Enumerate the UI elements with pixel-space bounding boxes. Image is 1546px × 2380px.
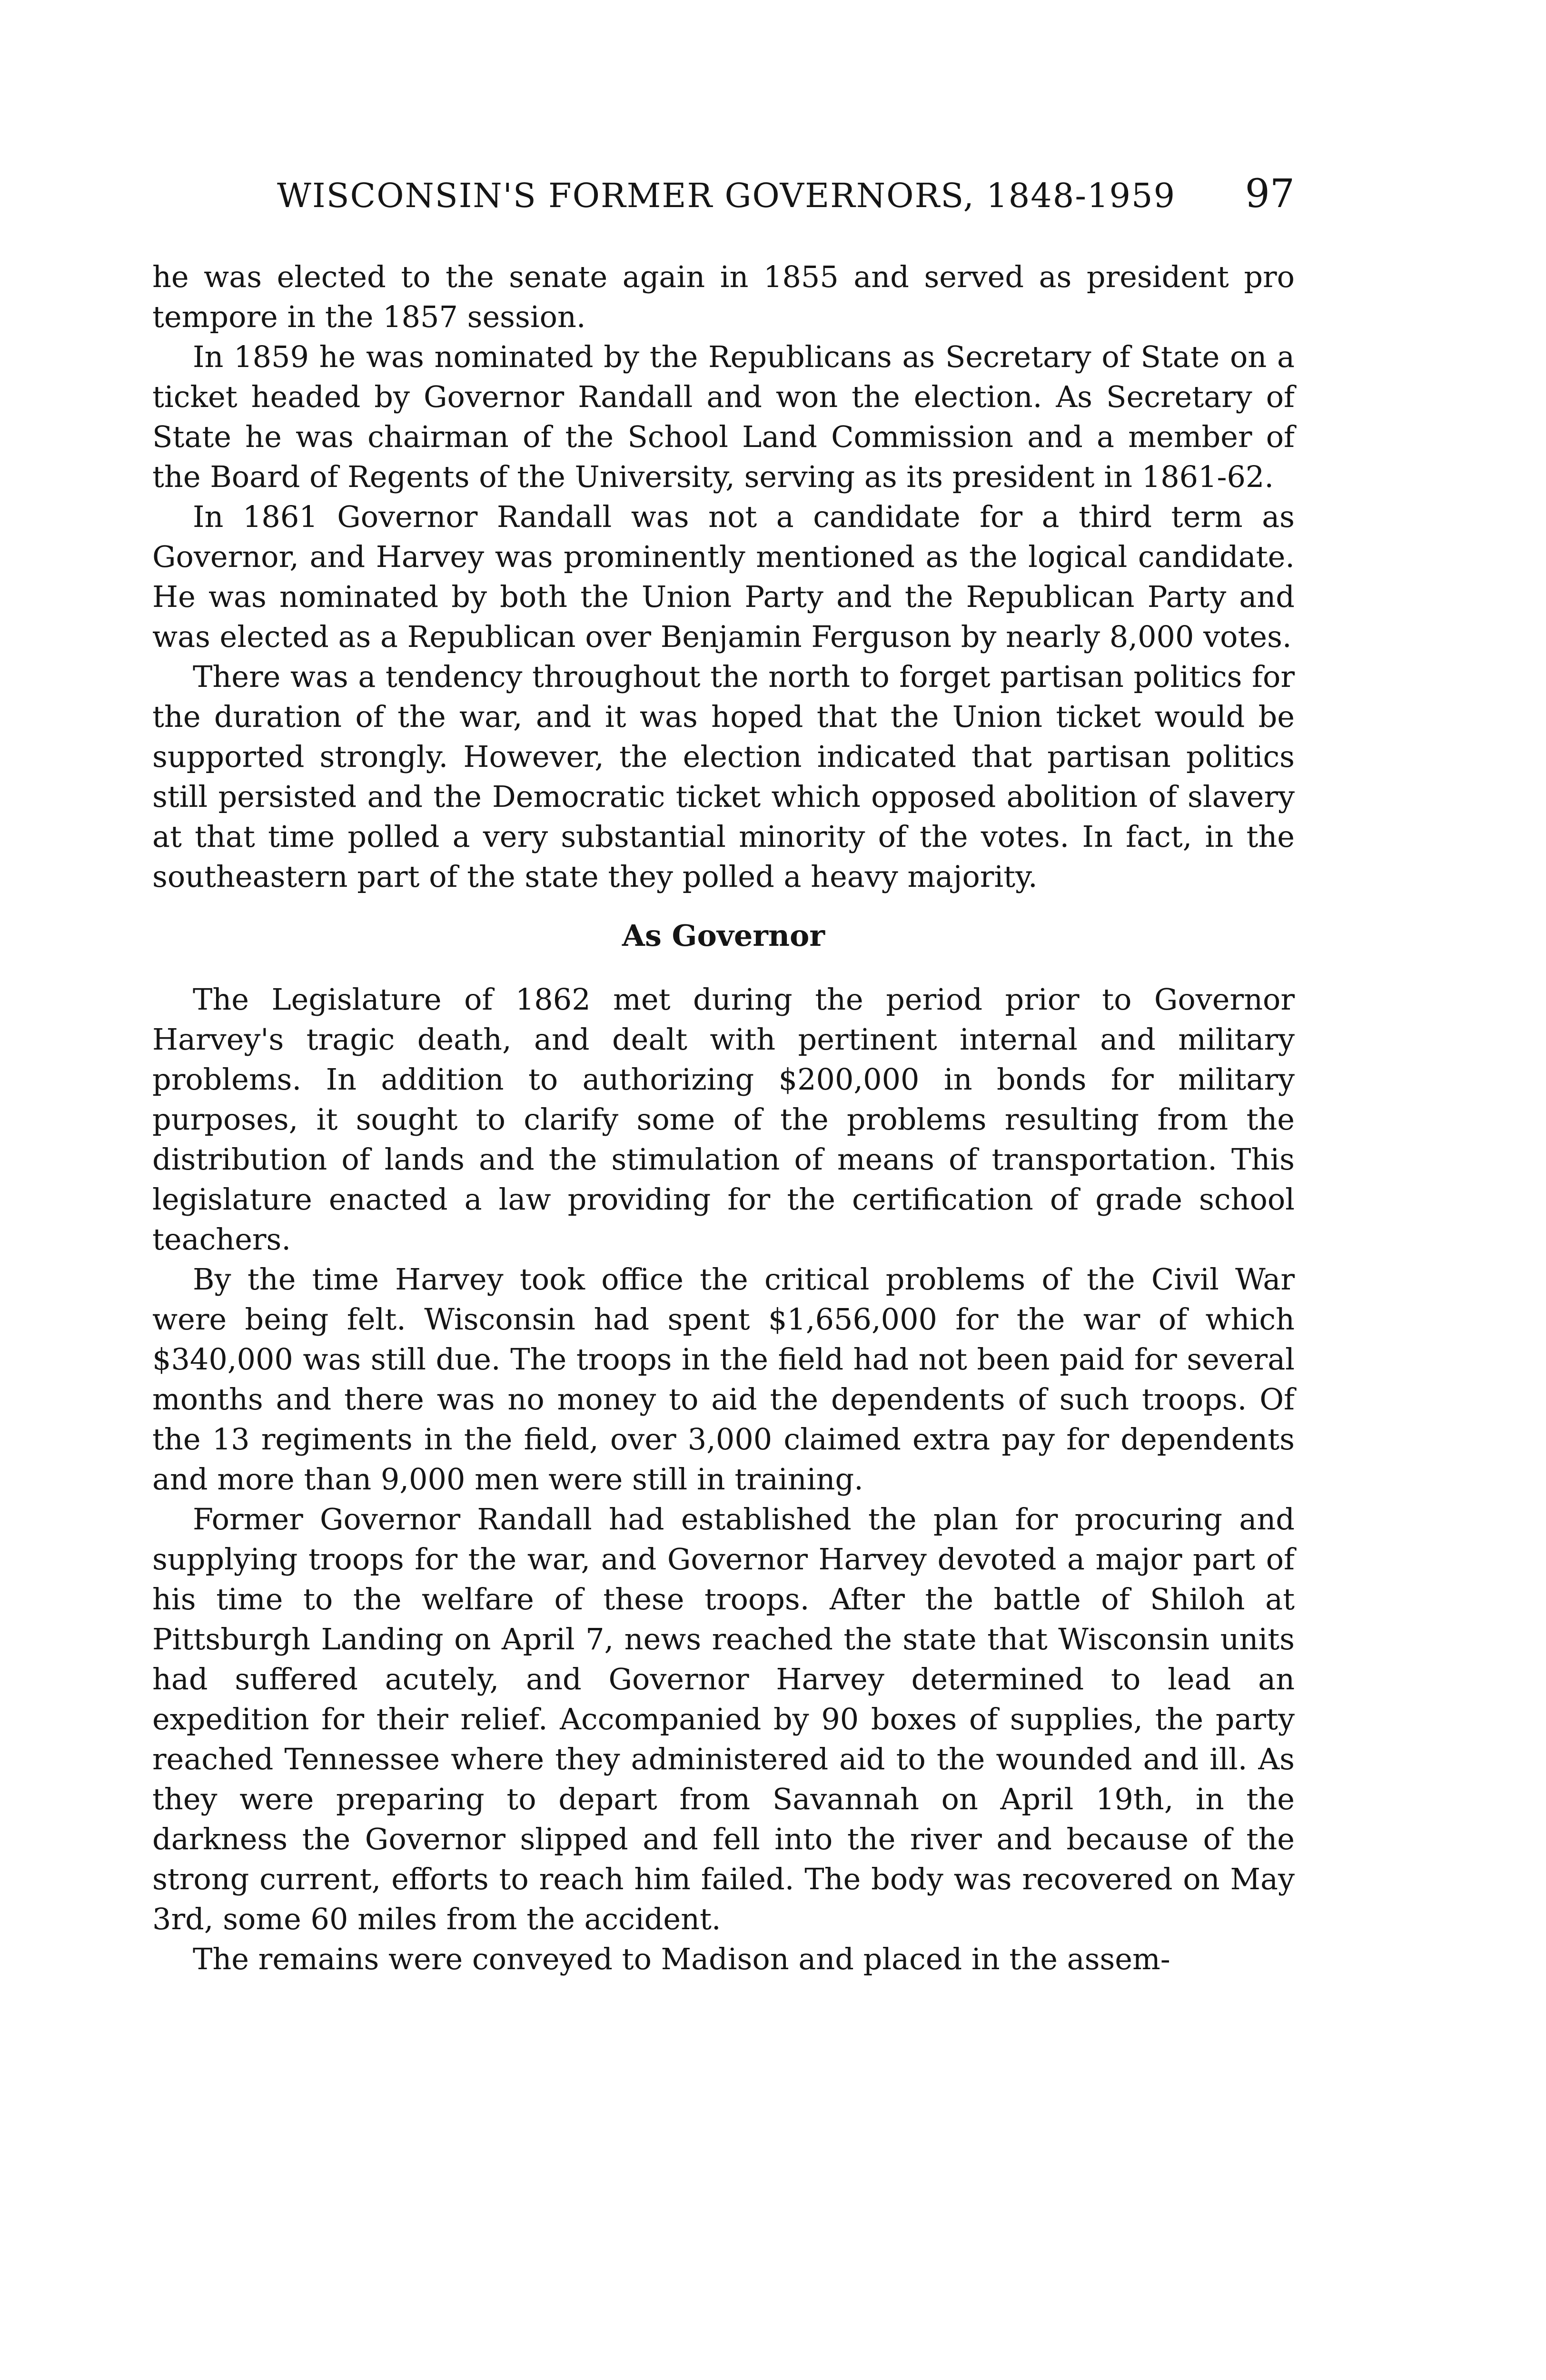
paragraph-6: By the time Harvey took office the critical problems of the Civil War were being felt. Wisconsin had spent $1,656,000 for the war of which $340,000 was still due. The troops in the field had not been paid for several months and there was no money to aid the dependents of such troops. Of the 13 regiments in the field, over 3,000 claimed extra pay for dependents and more than 9,000 men were still in training. bbox=[152, 1262, 1295, 1497]
running-header bbox=[152, 171, 1295, 224]
paragraph-2: In 1859 he was nominated by the Republicans as Secretary of State on a ticket headed by Governor Randall and won the election. As Secretary of State he was chairman of the School Land Commission and a member of the Board of Regents of the University, serving as its president in 1861-62. bbox=[152, 339, 1295, 494]
paragraph-4: There was a tendency throughout the north to forget partisan politics for the duration of the war, and it was hoped that the Union ticket would be supported strongly. However, the election indicated that partisan politics still persisted and the Democratic ticket which opposed abolition of slavery at that time polled a very substantial minority of the votes. In fact, in the southeastern part of the state they polled a heavy majority. bbox=[152, 659, 1295, 894]
header-title: WISCONSIN'S FORMER GOVERNORS, 1848-1959 bbox=[277, 176, 1176, 215]
section-heading: As Governor bbox=[622, 918, 825, 953]
paragraph-8: The remains were conveyed to Madison and placed in the assem- bbox=[193, 1942, 1170, 1976]
paragraph-1: he was elected to the senate again in 1855 and served as president pro tempore in the 1857 session. bbox=[152, 259, 1295, 334]
paragraph-5: The Legislature of 1862 met during the period prior to Governor Harvey's tragic death, and dealt with pertinent internal and military problems. In addition to authorizing $200,000 in bonds for military purposes, it sought to clarify some of the problems resulting from the distribution of lands and the stimulation of means of transportation. This legislature enacted a law providing for the certification of grade school teachers. bbox=[152, 982, 1295, 1257]
body-text bbox=[152, 257, 1295, 1979]
paragraph-3: In 1861 Governor Randall was not a candidate for a third term as Governor, and Harvey was prominently mentioned as the logical candidate. He was nominated by both the Union Party and the Republican Party and was elected as a Republican over Benjamin Ferguson by nearly 8,000 votes. bbox=[152, 499, 1295, 654]
page-number: 97 bbox=[1245, 171, 1295, 217]
paragraph-7: Former Governor Randall had established the plan for procuring and supplying troops for the war, and Governor Harvey devoted a major part of his time to the welfare of these troops. After the battle of Shiloh at Pittsburgh Landing on April 7, news reached the state that Wisconsin units had suffered acutely, and Governor Harvey determined to lead an expedition for their relief. Accompanied by 90 boxes of supplies, the party reached Tennessee where they administered aid to the wounded and ill. As they were preparing to depart from Savannah on April 19th, in the darkness the Governor slipped and fell into the river and because of the strong current, efforts to reach him failed. The body was recovered on May 3rd, some 60 miles from the accident. bbox=[152, 1502, 1295, 1936]
